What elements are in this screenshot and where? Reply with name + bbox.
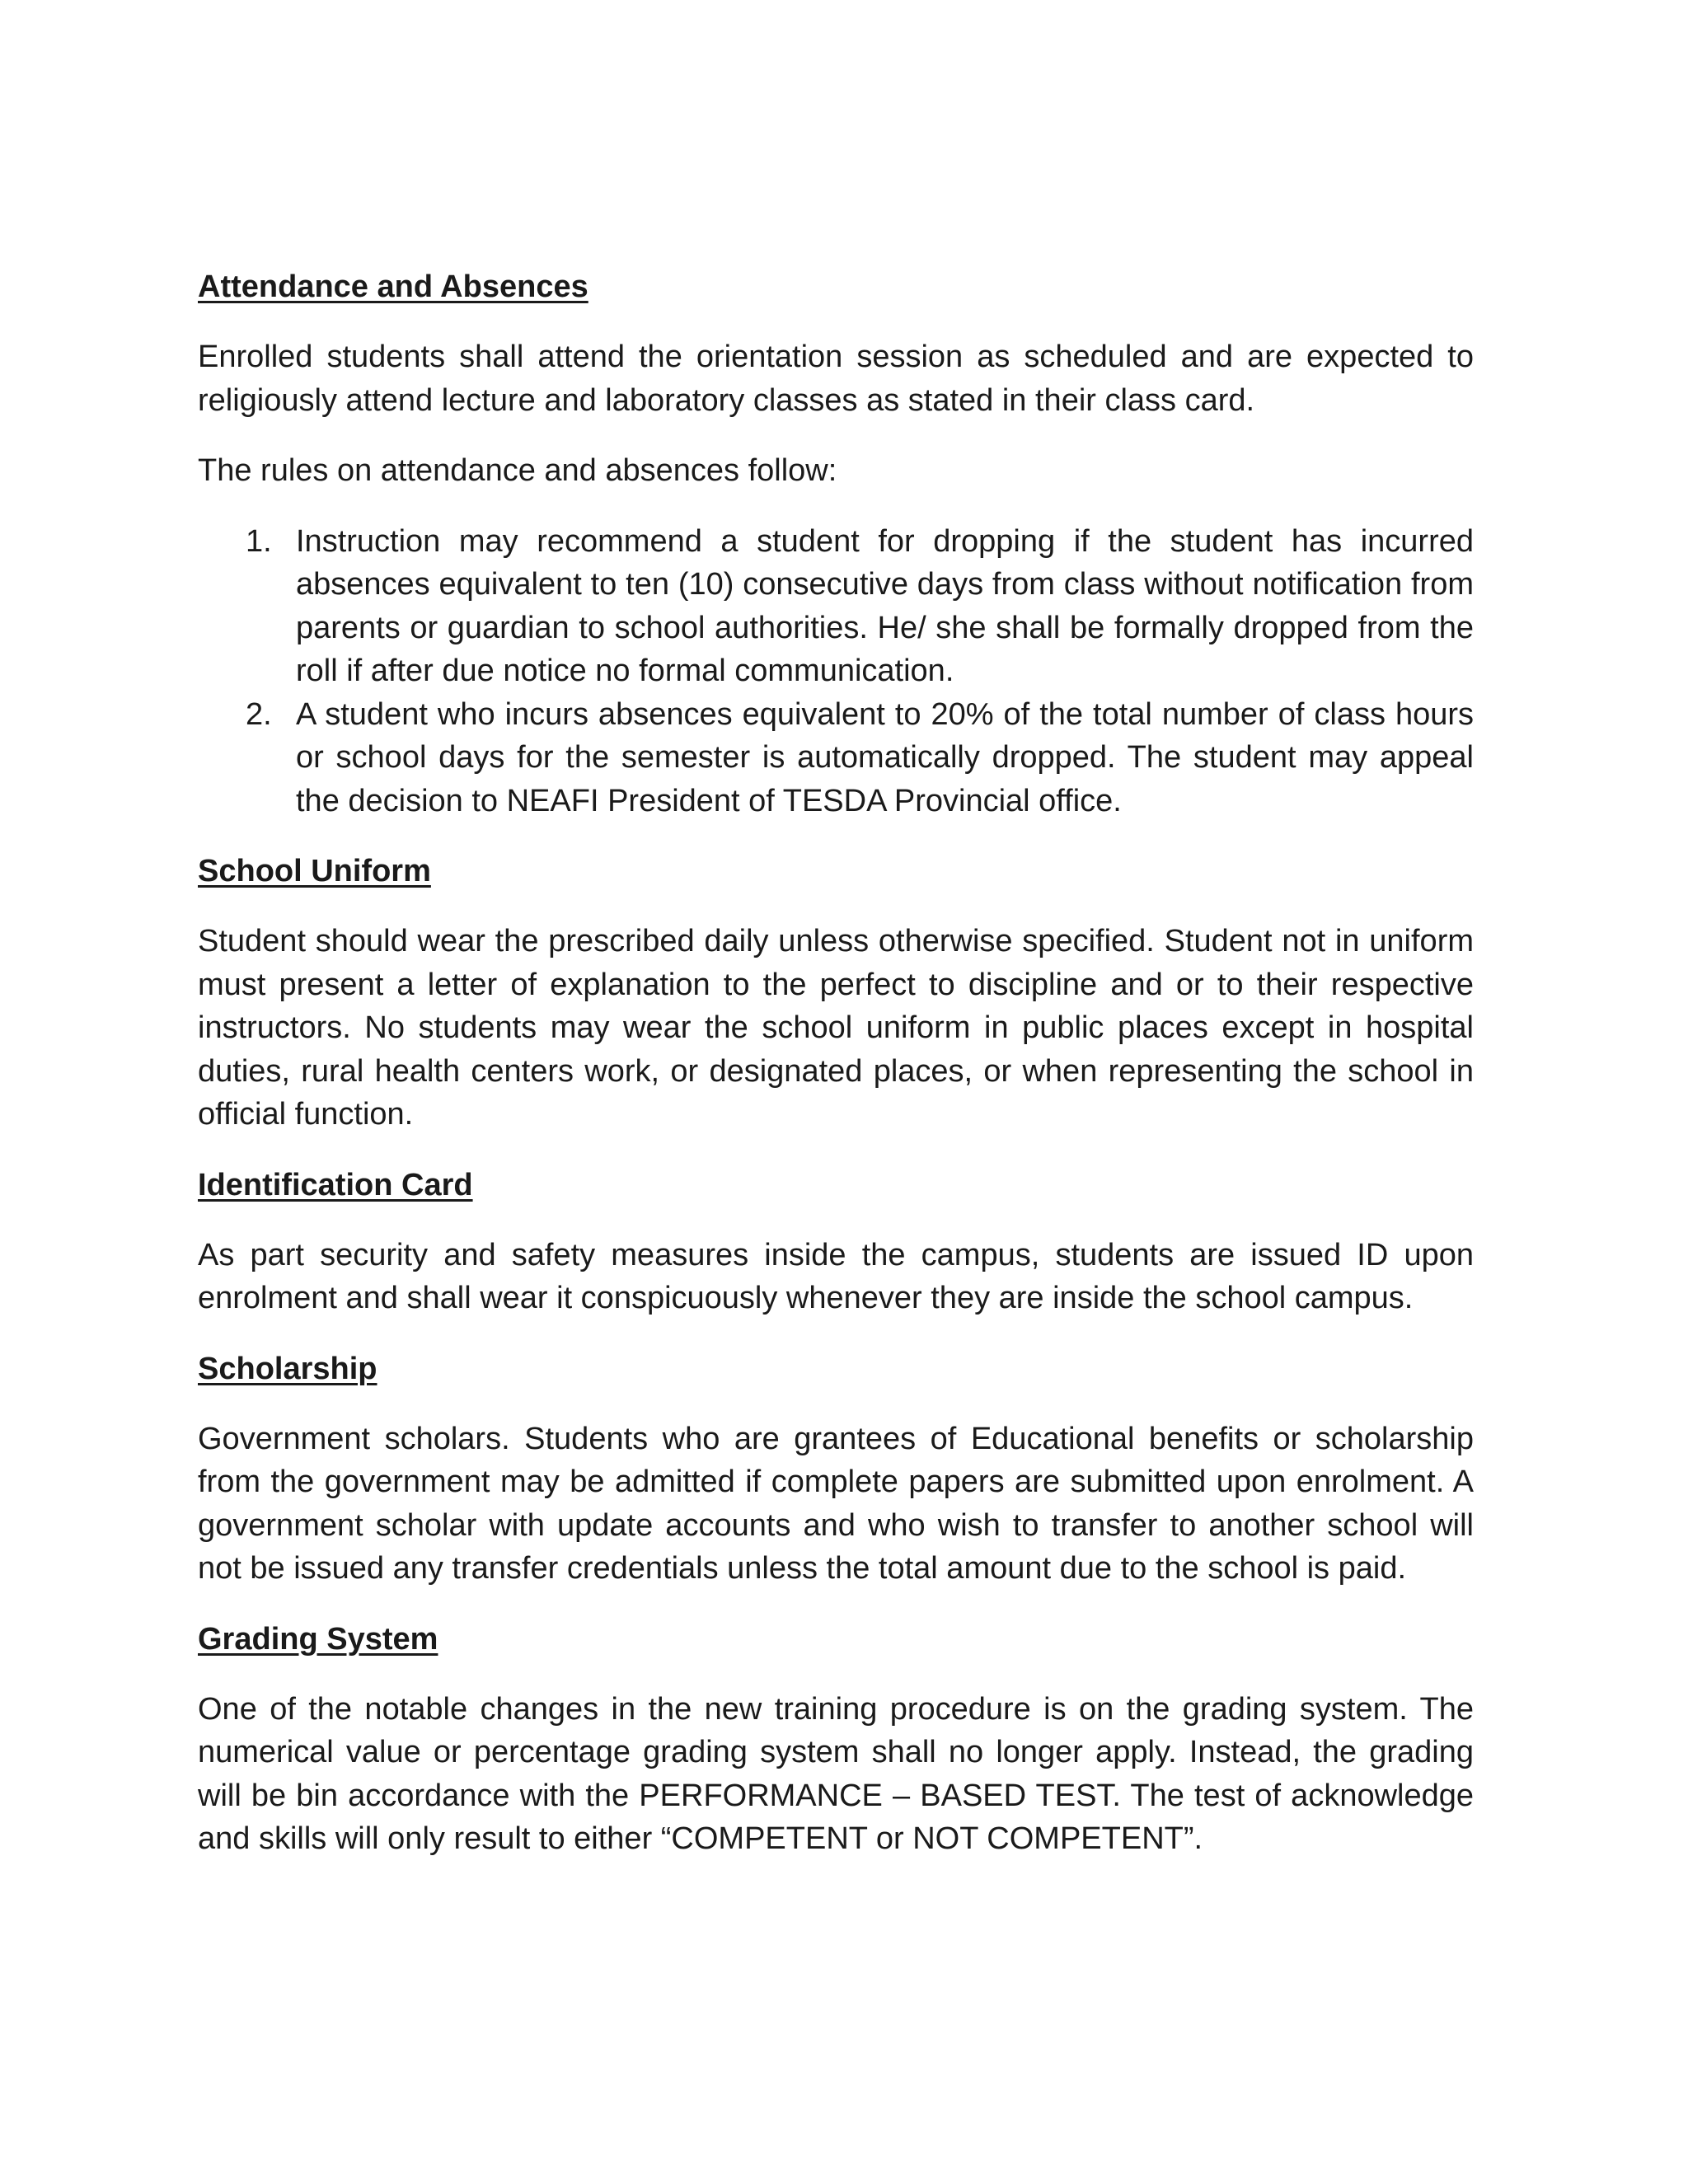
attendance-rules-lead: The rules on attendance and absences follow: (198, 453, 837, 488)
attendance-rules-list (198, 520, 1474, 823)
list-item (198, 693, 1474, 823)
section-heading-scholarship: Scholarship (198, 1351, 377, 1386)
list-item-number: 2. (246, 696, 272, 732)
list-item (198, 520, 1474, 693)
grading-system-body: One of the notable changes in the new training procedure is on the grading system. The numerical value or percentage grading system shall no longer apply. Instead, the grading will be bin accordance with the PERFORMANCE – BASED TEST. The test of acknowledge and skills will only result to either “COMPETENT or NOT COMPETENT”. (198, 1691, 1474, 1856)
document-body (198, 265, 1474, 1888)
section-heading-attendance: Attendance and Absences (198, 269, 588, 304)
scholarship-body: Government scholars. Students who are grantees of Educational benefits or scholarship from the government may be admitted if complete papers are submitted upon enrolment. A government scholar with update accounts and who wish to transfer to another school will not be issued any transfer credentials unless the total amount due to the school is paid. (198, 1421, 1474, 1586)
attendance-intro: Enrolled students shall attend the orientation session as scheduled and are expected to religiously attend lecture and laboratory classes as stated in their class card. (198, 340, 1474, 418)
list-item-text: Instruction may recommend a student for dropping if the student has incurred absences equivalent to ten (10) consecutive days from class without notification from parents or guardian to school authorities. He/ she shall be formally dropped from the roll if after due notice no formal communication. (296, 523, 1474, 688)
school-uniform-body: Student should wear the prescribed daily unless otherwise specified. Student not in uniform must present a letter of explanation to the perfect to discipline and or to their respective instructors. No students may wear the school uniform in public places except in hospital duties, rural health centers work, or designated places, or when representing the school in official function. (198, 924, 1474, 1132)
section-heading-grading-system: Grading System (198, 1621, 438, 1657)
identification-card-body: As part security and safety measures inside the campus, students are issued ID upon enrolment and shall wear it conspicuously whenever they are inside the school campus. (198, 1237, 1474, 1315)
section-heading-school-uniform: School Uniform (198, 854, 431, 888)
list-item-number: 1. (246, 523, 272, 559)
list-item-text: A student who incurs absences equivalent to 20% of the total number of class hours or school days for the semester is automatically dropped. The student may appeal the decision to NEAFI President of TESDA Provincial office. (296, 696, 1474, 818)
section-heading-identification-card: Identification Card (198, 1167, 473, 1202)
